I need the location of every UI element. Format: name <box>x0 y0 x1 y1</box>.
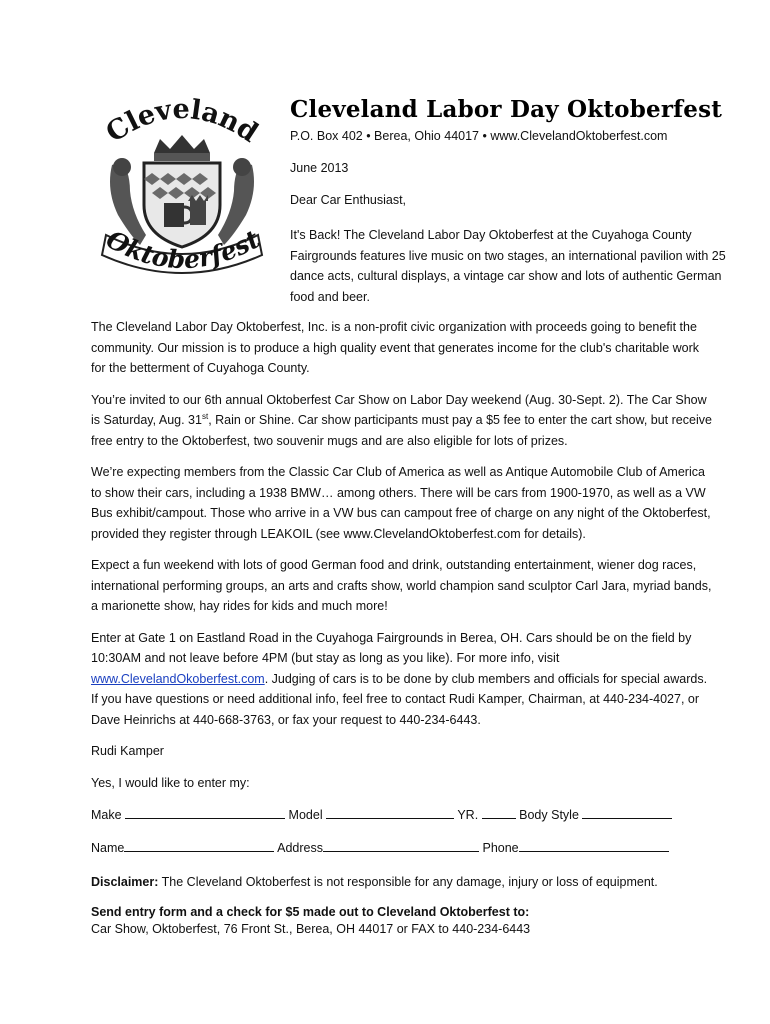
address-label: Address <box>277 841 323 855</box>
disclaimer-label: Disclaimer: <box>91 875 159 889</box>
svg-text:Oktoberfest: Oktoberfest <box>101 224 265 275</box>
model-field[interactable] <box>326 806 454 819</box>
letterhead <box>290 96 740 307</box>
invitation-text-a: You’re invited to our 6th annual Oktoberfest Car Show on Labor Day weekend (Aug. 30-Sept. 2). The Car Show is Saturday, Aug. 31 <box>91 392 707 427</box>
mission-paragraph: The Cleveland Labor Day Oktoberfest, Inc. is a non-profit civic organization with proceeds going to benefit the community. Our mission is to produce a high quality event that generates income for the club's charitable work for the betterment of Cuyahoga County. <box>91 320 700 375</box>
directions-text-a: Enter at Gate 1 on Eastland Road in the Cuyahoga Fairgrounds in Berea, OH. Cars should be on the field by 10:30AM and not leave before 4PM (but stay as long as you like). For more info, visit <box>91 630 692 665</box>
make-field[interactable] <box>125 806 285 819</box>
signature: Rudi Kamper <box>91 744 164 758</box>
directions-paragraph <box>91 628 716 731</box>
intro-paragraph: It's Back! The Cleveland Labor Day Oktoberfest at the Cuyahoga County Fairgrounds features live music on two stages, an international pavilion with 25 dance acts, cultural displays, a vintage car show and lots of authentic German food and beer. <box>290 228 726 304</box>
oktoberfest-crest-logo <box>92 95 272 285</box>
year-label: YR. <box>457 808 479 822</box>
svg-text:Cleveland: Cleveland <box>100 95 264 149</box>
mailing-address: P.O. Box 402 • Berea, Ohio 44017 • www.ClevelandOktoberfest.com <box>290 129 668 143</box>
website-link[interactable]: www.ClevelandOkoberfest.com <box>91 671 265 686</box>
body-style-field[interactable] <box>582 806 672 819</box>
send-instructions: Send entry form and a check for $5 made out to Cleveland Oktoberfest to: <box>91 904 530 919</box>
model-label: Model <box>288 808 323 822</box>
letter-title: Cleveland Labor Day Oktoberfest <box>290 96 723 123</box>
invitation-text-b: , Rain or Shine. Car show participants must pay a $5 fee to enter the cart show, but receive free entry to the Oktoberfest, two souvenir mugs and are also eligible for lots of prizes. <box>91 413 712 448</box>
year-field[interactable] <box>482 806 516 819</box>
letter-date: June 2013 <box>290 161 349 175</box>
phone-label: Phone <box>482 841 519 855</box>
phone-field[interactable] <box>519 839 669 852</box>
send-address: Car Show, Oktoberfest, 76 Front St., Berea, OH 44017 or FAX to 440-234-6443 <box>91 921 531 936</box>
name-field[interactable] <box>124 839 274 852</box>
disclaimer <box>91 872 716 893</box>
ordinal-suffix: st <box>201 411 209 421</box>
vehicle-form-row <box>91 806 716 822</box>
body-style-label: Body Style <box>519 808 579 822</box>
name-label: Name <box>91 841 125 855</box>
address-field[interactable] <box>323 839 479 852</box>
salutation: Dear Car Enthusiast, <box>290 193 407 207</box>
contact-form-row <box>91 839 716 855</box>
activities-paragraph: Expect a fun weekend with lots of good German food and drink, outstanding entertainment, wiener dog races, international performing groups, an arts and crafts show, world champion sand sculptor Carl Jara, myriad bands, a marionette show, hay rides for kids and much more! <box>91 558 712 613</box>
disclaimer-text: The Cleveland Oktoberfest is not responsible for any damage, injury or loss of equipment. <box>158 875 658 889</box>
mailing-instructions <box>91 904 716 938</box>
invitation-paragraph <box>91 390 716 452</box>
enter-prompt: Yes, I would like to enter my: <box>91 775 250 790</box>
directions-text-b: . Judging of cars is to be done by club members and officials for special awards. If you have questions or need additional info, feel free to contact Rudi Kamper, Chairman, at 440-234-4027, or Dave Heinrichs at 440-668-3763, or fax your request to 440-234-6443. <box>91 671 708 727</box>
clubs-paragraph: We’re expecting members from the Classic Car Club of America as well as Antique Automobile Club of America to show their cars, including a 1938 BMW… among others. There will be cars from 1900-1970, as well as a VW Bus exhibit/campout. Those who arrive in a VW bus can campout free of charge on any night of the Oktoberfest, provided they register through LEAKOIL (see www.ClevelandOktoberfest.com for details). <box>91 465 711 541</box>
make-label: Make <box>91 808 122 822</box>
letter-body <box>91 317 716 938</box>
